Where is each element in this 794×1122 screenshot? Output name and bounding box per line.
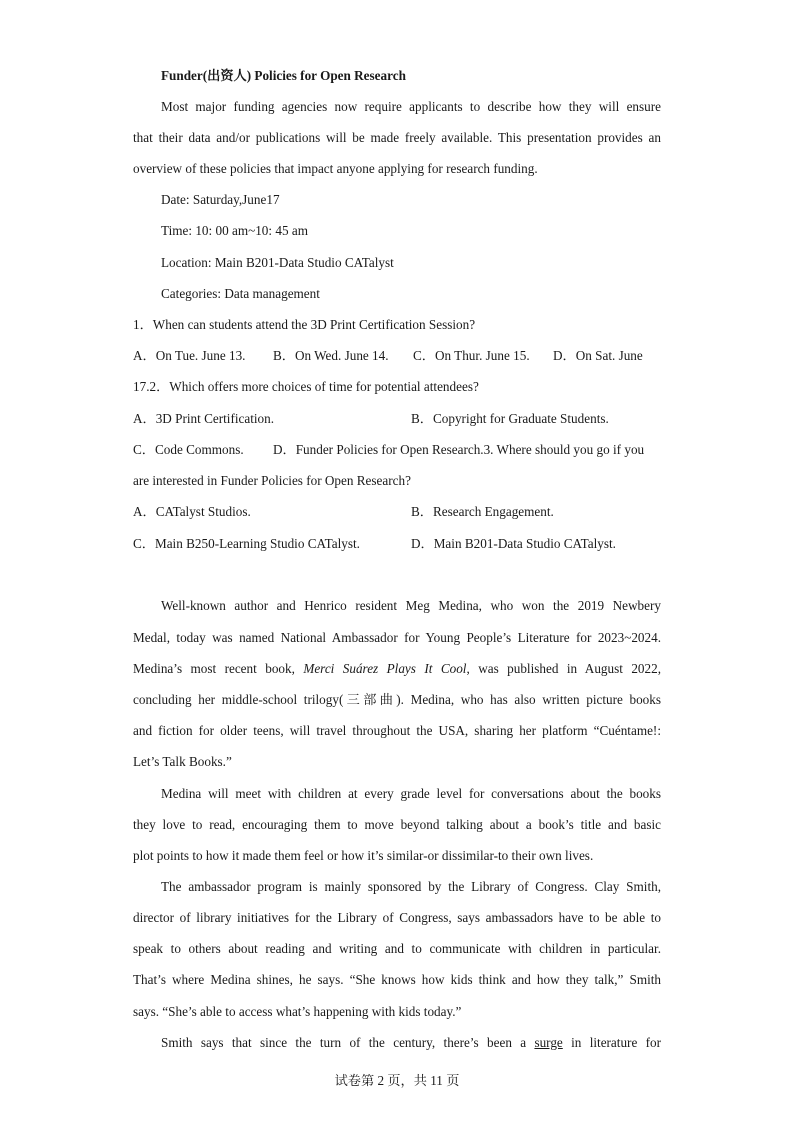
article-paragraph-4-line	[161, 1034, 661, 1052]
event-location: Location: Main B201-Data Studio CATalyst	[161, 255, 394, 270]
article-paragraph-2-line: they love to read, encouraging them to move beyond talking about a book’s title and basic	[133, 817, 661, 832]
article-paragraph-3-line: speak to others about reading and writing and to communicate with children in particular.	[133, 941, 661, 956]
event-categories: Categories: Data management	[161, 286, 320, 301]
q2-option-a: A．3D Print Certification.	[133, 411, 275, 426]
q1-option-a: A．On Tue. June 13.	[133, 348, 246, 363]
article-paragraph-1-line: Well-known author and Henrico resident Meg Medina, who won the 2019 Newbery	[161, 598, 661, 613]
q2-option-d-and-question-3: D．Funder Policies for Open Research.3. Where should you go if you	[273, 442, 645, 457]
q1-option-c: C．On Thur. June 15.	[413, 348, 530, 363]
q2-option-c: C．Code Commons.	[133, 442, 244, 457]
article-paragraph-1-line: concluding her middle-school trilogy(三部曲). Medina, who has also written picture books	[133, 692, 661, 707]
book-title: Merci Suárez Plays It Cool	[303, 661, 467, 676]
text-segment: in literature for	[571, 1035, 661, 1050]
article-paragraph-3-line: That’s where Medina shines, he says. “She knows how kids think and how they talk,” Smith	[133, 972, 661, 987]
event-title: Funder(出资人) Policies for Open Research	[161, 68, 406, 83]
text-segment: Medina’s most recent book,	[133, 661, 295, 676]
q3-option-a: A．CATalyst Studios.	[133, 504, 251, 519]
question-2: 17.2．Which offers more choices of time for potential attendees?	[133, 379, 479, 394]
article-paragraph-3-line: The ambassador program is mainly sponsored by the Library of Congress. Clay Smith,	[161, 879, 661, 894]
question-1: 1．When can students attend the 3D Print Certification Session?	[133, 317, 476, 332]
question-3-continued: are interested in Funder Policies for Open Research?	[133, 473, 411, 488]
article-paragraph-2-line: Medina will meet with children at every grade level for conversations about the books	[161, 786, 661, 801]
event-description-line: overview of these policies that impact anyone applying for research funding.	[133, 161, 538, 176]
q2-option-b: B．Copyright for Graduate Students.	[411, 411, 609, 426]
article-paragraph-1-line	[133, 660, 661, 678]
underlined-word: surge	[534, 1035, 563, 1050]
event-time: Time: 10: 00 am~10: 45 am	[161, 223, 308, 238]
q3-option-c: C．Main B250-Learning Studio CATalyst.	[133, 536, 360, 551]
q1-option-d: D．On Sat. June	[553, 348, 643, 363]
event-description-line: Most major funding agencies now require applicants to describe how they will ensure	[161, 99, 661, 114]
q3-option-b: B．Research Engagement.	[411, 504, 554, 519]
article-paragraph-1-line: Let’s Talk Books.”	[133, 754, 232, 769]
article-paragraph-1-line: and fiction for older teens, will travel throughout the USA, sharing her platform “Cuéntame!:	[133, 723, 661, 738]
page-footer: 试卷第 2 页，共 11 页	[334, 1073, 460, 1088]
event-date: Date: Saturday,June17	[161, 192, 280, 207]
text-segment: , was published in August 2022,	[466, 661, 661, 676]
text-segment: Smith says that since the turn of the century, there’s been a	[161, 1035, 527, 1050]
event-description-line: that their data and/or publications will be made freely available. This presentation provides an	[133, 130, 661, 145]
article-paragraph-1-line: Medal, today was named National Ambassador for Young People’s Literature for 2023~2024.	[133, 630, 661, 645]
q1-option-b: B．On Wed. June 14.	[273, 348, 389, 363]
article-paragraph-2-line: plot points to how it made them feel or how it’s similar-or dissimilar-to their own lives.	[133, 848, 594, 863]
article-paragraph-3-line: director of library initiatives for the Library of Congress, says ambassadors have to be able to	[133, 910, 661, 925]
q3-option-d: D．Main B201-Data Studio CATalyst.	[411, 536, 616, 551]
article-paragraph-3-line: says. “She’s able to access what’s happening with kids today.”	[133, 1004, 462, 1019]
